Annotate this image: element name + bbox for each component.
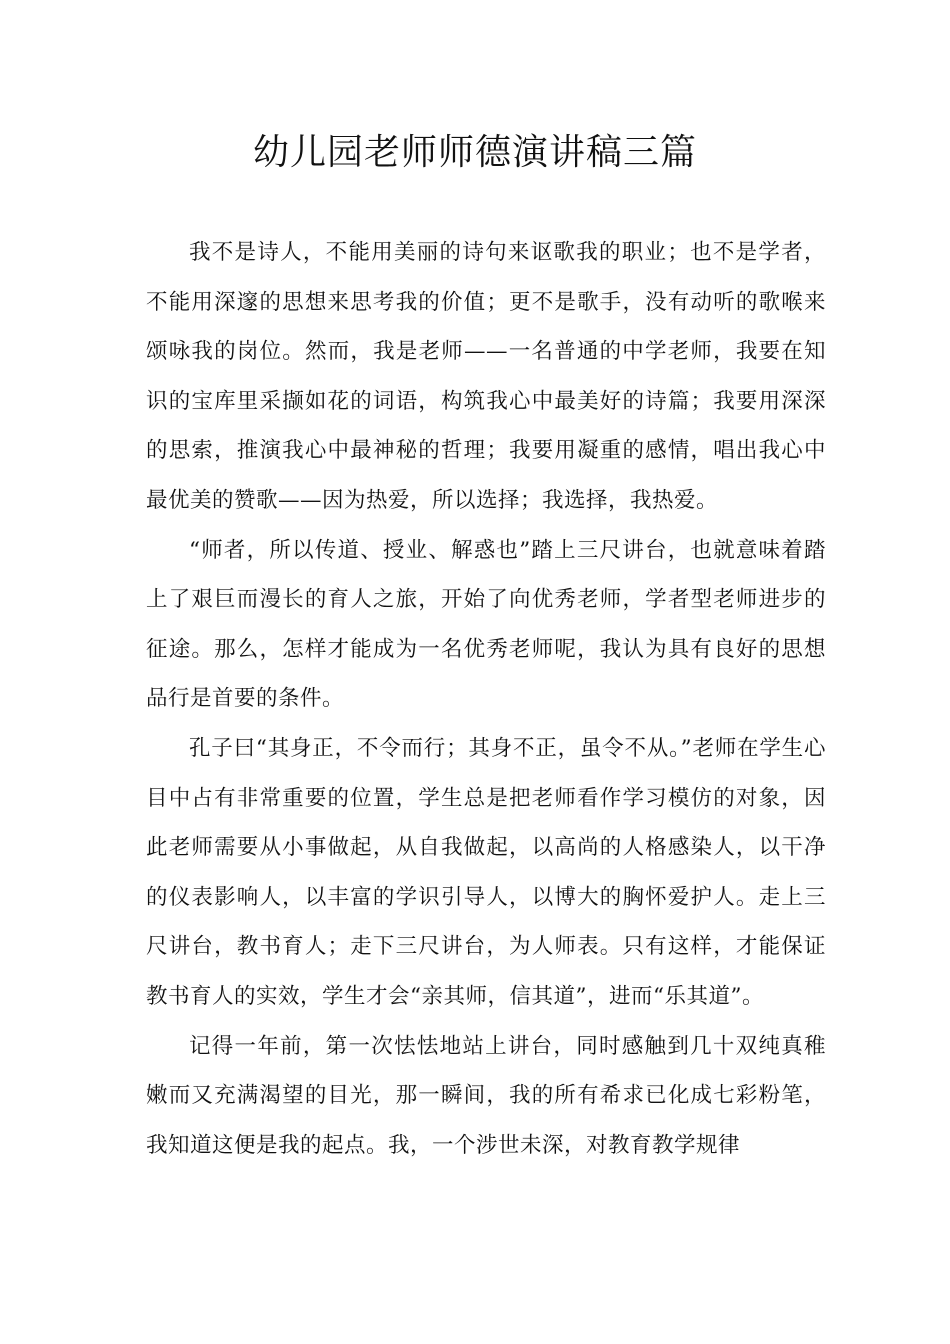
paragraph-4: 记得一年前，第一次怯怯地站上讲台，同时感触到几十双纯真稚嫩而又充满渴望的目光，那一瞬间，我的所有希求已化成七彩粉笔，我知道这便是我的起点。我，一个涉世未深，对教育教学规律 [146, 1033, 826, 1158]
paragraph-2: “师者，所以传道、授业、解惑也”踏上三尺讲台，也就意味着踏上了艰巨而漫长的育人之旅，开始了向优秀老师，学者型老师进步的征途。那么，怎样才能成为一名优秀老师呢，我认为具有良好的思想品行是首要的条件。 [146, 537, 826, 712]
document-body [146, 228, 826, 1170]
paragraph-1: 我不是诗人，不能用美丽的诗句来讴歌我的职业；也不是学者，不能用深邃的思想来思考我的价值；更不是歌手，没有动听的歌喉来颂咏我的岗位。然而，我是老师——一名普通的中学老师，我要在知识的宝库里采撷如花的词语，构筑我心中最美好的诗篇；我要用深深的思索，推演我心中最神秘的哲理；我要用凝重的感情，唱出我心中最优美的赞歌——因为热爱，所以选择；我选择，我热爱。 [146, 240, 826, 513]
document-title: 幼儿园老师师德演讲稿三篇 [252, 132, 697, 173]
paragraph-3: 孔子曰“其身正，不令而行；其身不正，虽令不从。”老师在学生心目中占有非常重要的位置，学生总是把老师看作学习模仿的对象，因此老师需要从小事做起，从自我做起，以高尚的人格感染人，以干净的仪表影响人，以丰富的学识引导人，以博大的胸怀爱护人。走上三尺讲台，教书育人；走下三尺讲台，为人师表。只有这样，才能保证教书育人的实效，学生才会“亲其师，信其道”，进而“乐其道”。 [146, 735, 826, 1009]
